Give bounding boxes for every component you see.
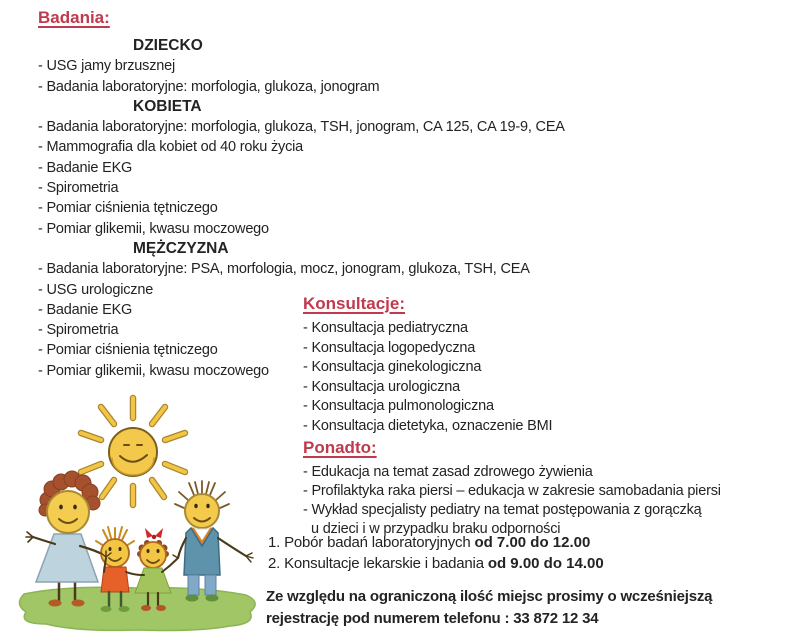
ponadto-list [303,463,783,540]
badania-heading: Badania: [38,8,110,27]
right-column [303,294,783,540]
schedule-text: 1. Pobór badań laboratoryjnych [268,534,475,551]
list-item: - Konsultacja logopedyczna [303,339,476,356]
list-item: - Badania laboratoryjne: PSA, morfologia, mocz, jonogram, glukoza, TSH, CEA [38,261,530,278]
grass [19,587,255,630]
list-item: - USG jamy brzusznej [38,58,176,75]
ponadto-heading: Ponadto: [303,437,377,457]
list-item: - Wykład specjalisty pediatry na temat postępowania z gorączką [303,502,702,519]
list-item: - Pomiar ciśnienia tętniczego [38,342,218,359]
list-item: - Pomiar glikemii, kwasu moczowego [38,362,269,379]
schedule-hours: od 9.00 do 14.00 [487,555,604,572]
group-title-dziecko: DZIECKO [133,37,203,54]
konsultacje-list [303,319,783,437]
registration-note-line2: rejestrację pod numerem telefonu : 33 872 12 34 [266,610,599,627]
list-item: - Spirometria [38,180,119,197]
list-item: - USG urologiczne [38,281,154,298]
list-item: - Pomiar ciśnienia tętniczego [38,200,218,217]
list-item: - Konsultacja dietetyka, oznaczenie BMI [303,417,553,434]
registration-note-line1: Ze względu na ograniczoną ilość miejsc prosimy o wcześniejszą [266,588,713,605]
list-item-continuation: u dzieci i w przypadku braku odporności [311,521,561,538]
list-item: - Konsultacja pediatryczna [303,320,468,336]
konsultacje-heading: Konsultacje: [303,294,406,313]
list-item: - Badania laboratoryjne: morfologia, glukoza, jonogram [38,78,380,95]
father-figure [173,481,253,602]
list-item: - Badanie EKG [38,159,133,176]
konsultacje-section [303,294,783,437]
list-item: - Konsultacja urologiczna [303,378,461,395]
schedule-hours: od 7.00 do 12.00 [474,534,591,551]
registration-note [266,586,712,630]
list-item: - Badanie EKG [38,301,133,318]
list-item: - Pomiar glikemii, kwasu moczowego [38,220,269,237]
list-item: - Profilaktyka raka piersi – edukacja w zakresie samobadania piersi [303,482,721,499]
group-title-kobieta: KOBIETA [133,97,202,115]
schedule-text: 2. Konsultacje lekarskie i badania [268,555,488,572]
list-item: - Konsultacja ginekologiczna [303,359,482,376]
schedule-section [268,532,604,574]
family-sun-illustration [8,388,264,634]
list-item: - Badania laboratoryjne: morfologia, glukoza, TSH, jonogram, CA 125, CA 19-9, CEA [38,119,565,136]
schedule-item [268,532,604,553]
list-item: - Edukacja na temat zasad zdrowego żywienia [303,463,593,480]
list-item: - Spirometria [38,322,119,339]
list-item: - Konsultacja pulmonologiczna [303,398,494,415]
mother-figure [26,471,106,607]
group-title-mezczyzna: MĘŻCZYZNA [133,239,229,257]
schedule-item [268,553,604,574]
ponadto-section [303,438,783,540]
list-item: - Mammografia dla kobiet od 40 roku życia [38,139,304,156]
